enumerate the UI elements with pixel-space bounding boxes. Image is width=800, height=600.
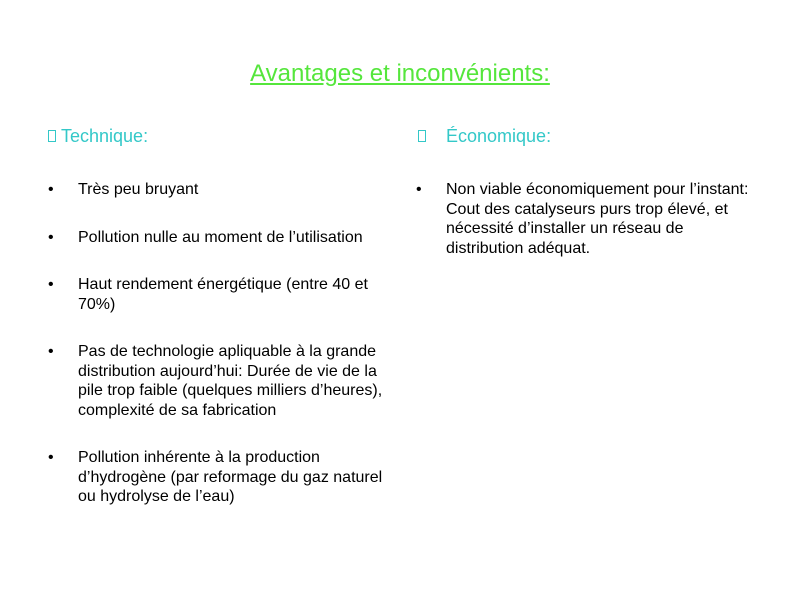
technique-column <box>48 126 388 507</box>
box-bullet-icon <box>418 130 426 142</box>
list-item: • Très peu bruyant <box>48 180 388 200</box>
list-item: • Pollution inhérente à la production d’hydrogène (par reformage du gaz naturel ou hydrolyse de l’eau) <box>48 448 388 507</box>
box-bullet-icon <box>48 130 56 142</box>
technique-heading <box>48 126 388 150</box>
list-item: • Haut rendement énergétique (entre 40 et 70%) <box>48 275 388 314</box>
technique-heading-text: Technique: <box>61 126 149 146</box>
economique-heading-text: Économique: <box>446 126 552 146</box>
list-item: • Non viable économiquement pour l’instant: Cout des catalyseurs purs trop élevé, et nécessité d’installer un réseau de distribution adéquat. <box>416 180 756 258</box>
slide-title: Avantages et inconvénients: <box>250 60 550 87</box>
economique-heading <box>416 126 756 150</box>
list-item: • Pollution nulle au moment de l’utilisation <box>48 228 388 248</box>
economique-list <box>416 180 756 258</box>
list-item: • Pas de technologie apliquable à la grande distribution aujourd’hui: Durée de vie de la pile trop faible (quelques milliers d’heures), complexité de sa fabrication <box>48 342 388 420</box>
economique-column <box>416 126 756 258</box>
technique-list <box>48 180 388 507</box>
